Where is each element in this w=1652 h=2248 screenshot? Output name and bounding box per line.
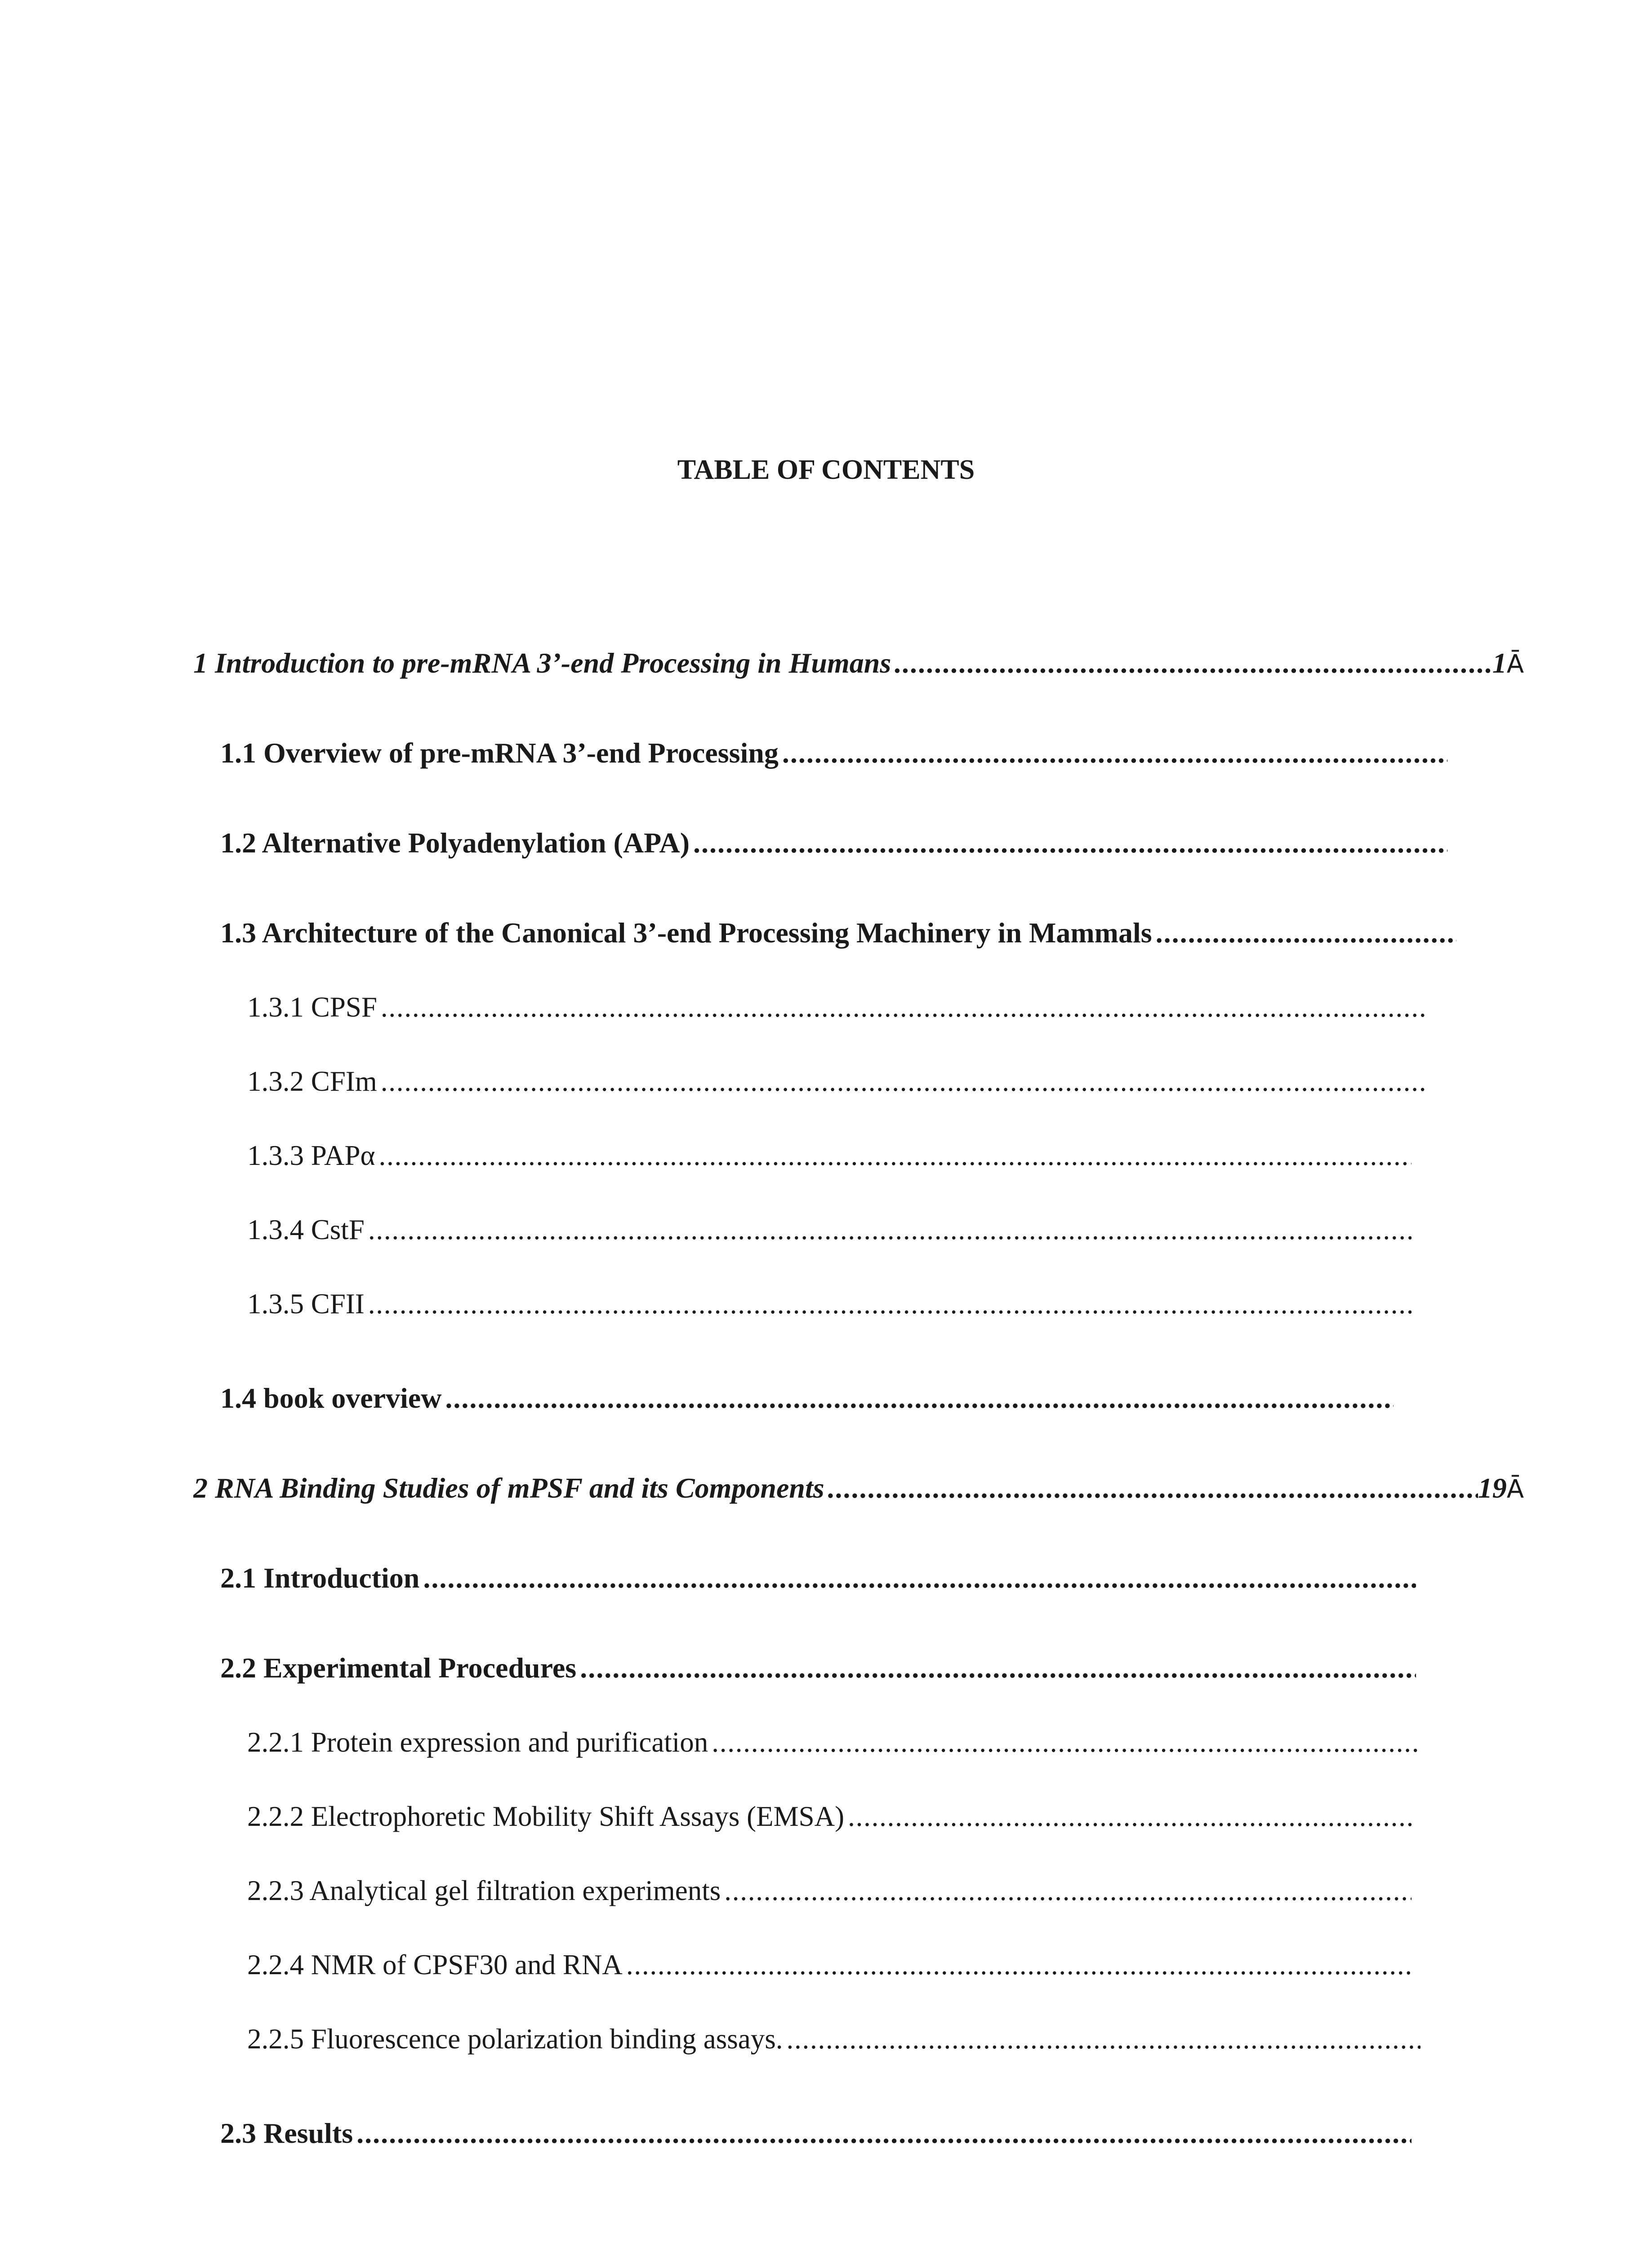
toc-entry-1-1[interactable] (220, 733, 1447, 773)
dot-leader (368, 1284, 1412, 1324)
dot-leader (445, 1378, 1394, 1418)
toc-entry-1-2[interactable] (220, 823, 1447, 863)
toc-page-number: 1 (1492, 647, 1507, 679)
toc-entry-1-3-5[interactable] (247, 1284, 1412, 1324)
toc-entry-label: 2.1 Introduction (220, 1562, 420, 1594)
toc-entry-1-3-4[interactable] (247, 1209, 1412, 1250)
dot-leader (368, 1209, 1412, 1250)
toc-entry-2-3[interactable] (220, 2113, 1412, 2154)
toc-entry-2-1[interactable] (220, 1558, 1416, 1598)
toc-entry-2-2-1[interactable] (247, 1722, 1418, 1762)
toc-entry-label: 2.2 Experimental Procedures (220, 1652, 577, 1684)
toc-entry-2-2-3[interactable] (247, 1870, 1412, 1911)
toc-entry-label: 2.2.5 Fluorescence polarization binding assays. (247, 2023, 783, 2055)
toc-entry-label: 1.3.2 CFIm (247, 1066, 377, 1097)
dot-leader (693, 823, 1447, 863)
toc-page-suffix: Ā (1506, 650, 1524, 679)
dot-leader (895, 643, 1492, 683)
toc-entry-label: 1.3.3 PAPα (247, 1140, 375, 1171)
toc-entry-label: 1.3.5 CFII (247, 1288, 365, 1320)
toc-entry-label: 1 Introduction to pre-mRNA 3’-end Processing in Humans (193, 647, 891, 679)
dot-leader (381, 987, 1427, 1027)
dot-leader (828, 1468, 1478, 1508)
toc-entry-1-3-3[interactable] (247, 1135, 1412, 1176)
dot-leader (724, 1870, 1412, 1911)
dot-leader (379, 1135, 1412, 1176)
toc-entry-label: 2.2.2 Electrophoretic Mobility Shift Assays (EMSA) (247, 1801, 845, 1832)
toc-entry-label: 2 RNA Binding Studies of mPSF and its Components (193, 1472, 824, 1504)
dot-leader (782, 733, 1447, 773)
dot-leader (423, 1558, 1416, 1598)
toc-entry-label: 2.2.1 Protein expression and purification (247, 1726, 708, 1758)
dot-leader (1156, 913, 1456, 953)
dot-leader (712, 1722, 1418, 1762)
toc-entry-label: 1.3.4 CstF (247, 1214, 365, 1245)
toc-entry-label: 1.3 Architecture of the Canonical 3’-end Processing Machinery in Mammals (220, 917, 1152, 949)
toc-entry-label: 2.3 Results (220, 2117, 353, 2149)
toc-entry-1-3-2[interactable] (247, 1061, 1427, 1102)
dot-leader (786, 2019, 1420, 2059)
dot-leader (848, 1796, 1412, 1837)
toc-entry-label: 2.2.4 NMR of CPSF30 and RNA (247, 1949, 623, 1980)
dot-leader (626, 1945, 1412, 1985)
toc-entry-label: 1.2 Alternative Polyadenylation (APA) (220, 827, 690, 859)
toc-entry-1-4[interactable] (220, 1378, 1394, 1418)
toc-entry-chapter-1[interactable] (193, 643, 1524, 683)
toc-entry-2-2-2[interactable] (247, 1796, 1412, 1837)
dot-leader (580, 1648, 1416, 1688)
toc-entry-2-2[interactable] (220, 1648, 1416, 1688)
dot-leader (381, 1061, 1427, 1102)
toc-entry-label: 1.4 book overview (220, 1382, 442, 1414)
toc-entry-label: 1.3.1 CPSF (247, 991, 377, 1023)
toc-entry-1-3-1[interactable] (247, 987, 1427, 1027)
page-title: TABLE OF CONTENTS (677, 455, 975, 485)
toc-page-suffix: Ā (1506, 1475, 1524, 1504)
toc-entry-1-3[interactable] (220, 913, 1456, 953)
toc-entry-label: 1.1 Overview of pre-mRNA 3’-end Processing (220, 737, 779, 769)
dot-leader (356, 2113, 1412, 2154)
toc-entry-2-2-4[interactable] (247, 1945, 1412, 1985)
toc-entry-label: 2.2.3 Analytical gel filtration experiments (247, 1875, 721, 1906)
toc-entry-2-2-5[interactable] (247, 2019, 1420, 2059)
toc-entry-chapter-2[interactable] (193, 1468, 1524, 1508)
toc-page-number: 19 (1478, 1472, 1507, 1504)
